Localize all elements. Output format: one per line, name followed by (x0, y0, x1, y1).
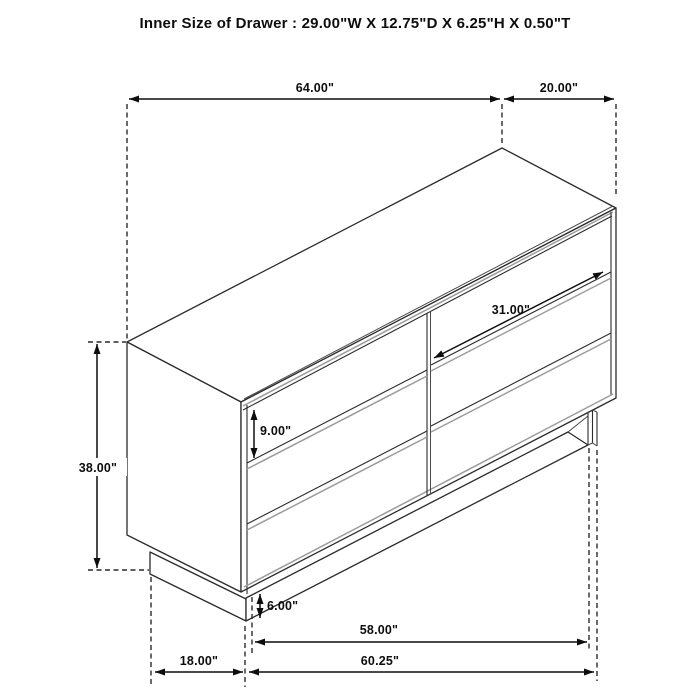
page-title: Inner Size of Drawer : 29.00"W X 12.75"D X 6.25"H X 0.50"T (139, 15, 571, 32)
dim-top-width-label: 64.00" (295, 81, 335, 95)
dim-base-inner-width-label: 58.00" (359, 623, 399, 637)
dim-base-outer-width-label: 60.25" (360, 654, 400, 668)
dim-overall-height-label: 38.00" (78, 461, 118, 475)
dim-base-outer-width (249, 654, 594, 672)
dim-base-inner-width (255, 623, 587, 642)
dim-drawer-height-label: 9.00" (260, 424, 292, 438)
dim-top-depth (504, 81, 614, 99)
dim-base-side-depth (155, 654, 243, 672)
right-leg (588, 410, 597, 446)
dim-drawer-width-label: 31.00" (491, 303, 531, 317)
dim-top-width (129, 81, 500, 99)
dim-leg-height-label: 6.00" (267, 599, 299, 613)
dim-base-side-depth-label: 18.00" (179, 654, 219, 668)
dim-top-depth-label: 20.00" (539, 81, 579, 95)
dim-overall-height (69, 344, 127, 568)
dresser-drawing (127, 148, 616, 621)
